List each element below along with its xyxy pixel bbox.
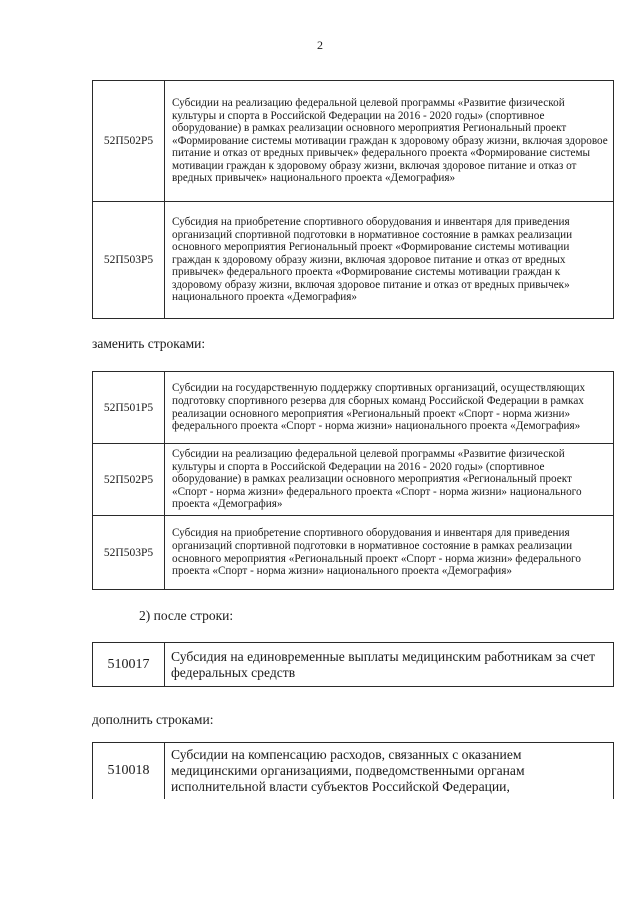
budget-description: Субсидия на приобретение спортивного оборудования и инвентаря для приведения организаций спортивной подготовки в нормативное состояние в рамках реализации основного мероприятия «Региональный проект «Спорт - норма жизни» федерального проекта «Спорт - норма жизни» национального проекта «Демография» <box>165 516 614 590</box>
table-row <box>93 444 614 516</box>
budget-codes-table-old <box>92 80 614 319</box>
budget-codes-table-add <box>92 742 614 799</box>
budget-codes-table-new <box>92 371 614 590</box>
budget-description: Субсидии на компенсацию расходов, связанных с оказанием медицинскими организациями, подведомственными органам исполнительной власти субъектов Российской Федерации, <box>165 743 614 799</box>
budget-code: 510018 <box>93 743 165 799</box>
budget-description: Субсидии на реализацию федеральной целевой программы «Развитие физической культуры и спорта в Российской Федерации на 2016 - 2020 годы» (спортивное оборудование) в рамках реализации основного мероприятия Региональный проект «Формирование системы мотивации граждан к здоровому образу жизни, включая здоровое питание и отказ от вредных привычек» федерального проекта «Формирование системы мотивации граждан к здоровому образу жизни, включая здоровое питание и отказ от вредных привычек» национального проекта «Демография» <box>165 81 614 202</box>
table-row <box>93 516 614 590</box>
table-row <box>93 643 614 687</box>
budget-description: Субсидия на единовременные выплаты медицинским работникам за счет федеральных средств <box>165 643 614 687</box>
budget-code: 52П503Р5 <box>93 516 165 590</box>
budget-code: 52П501Р5 <box>93 372 165 444</box>
item-2-label: 2) после строки: <box>139 608 234 623</box>
budget-code: 510017 <box>93 643 165 687</box>
budget-description: Субсидии на реализацию федеральной целевой программы «Развитие физической культуры и спорта в Российской Федерации на 2016 - 2020 годы» (спортивное оборудование) в рамках реализации основного мероприятия «Региональный проект «Спорт - норма жизни» федерального проекта «Спорт - норма жизни» национального проекта «Демография» <box>165 444 614 516</box>
add-label: дополнить строками: <box>92 712 214 727</box>
budget-description: Субсидии на государственную поддержку спортивных организаций, осуществляющих подготовку спортивного резерва для сборных команд Российской Федерации в рамках реализации основного мероприятия «Региональный проект «Спорт - норма жизни» федерального проекта «Спорт - норма жизни» национального проекта «Демография» <box>165 372 614 444</box>
budget-description: Субсидия на приобретение спортивного оборудования и инвентаря для приведения организаций спортивной подготовки в нормативное состояние в рамках реализации основного мероприятия Региональный проект «Формирование системы мотивации граждан к здоровому образу жизни, включая здоровое питание и отказ от вредных привычек» федерального проекта «Формирование системы мотивации граждан к здоровому образу жизни, включая здоровое питание и отказ от вредных привычек» национального проекта «Демография» <box>165 202 614 319</box>
budget-codes-table-after <box>92 642 614 687</box>
table-row <box>93 202 614 319</box>
budget-code: 52П503Р5 <box>93 202 165 319</box>
budget-code: 52П502Р5 <box>93 444 165 516</box>
table-row <box>93 81 614 202</box>
budget-code: 52П502Р5 <box>93 81 165 202</box>
page-number: 2 <box>317 38 323 52</box>
replace-label: заменить строками: <box>92 336 206 351</box>
table-row <box>93 743 614 799</box>
table-row <box>93 372 614 444</box>
